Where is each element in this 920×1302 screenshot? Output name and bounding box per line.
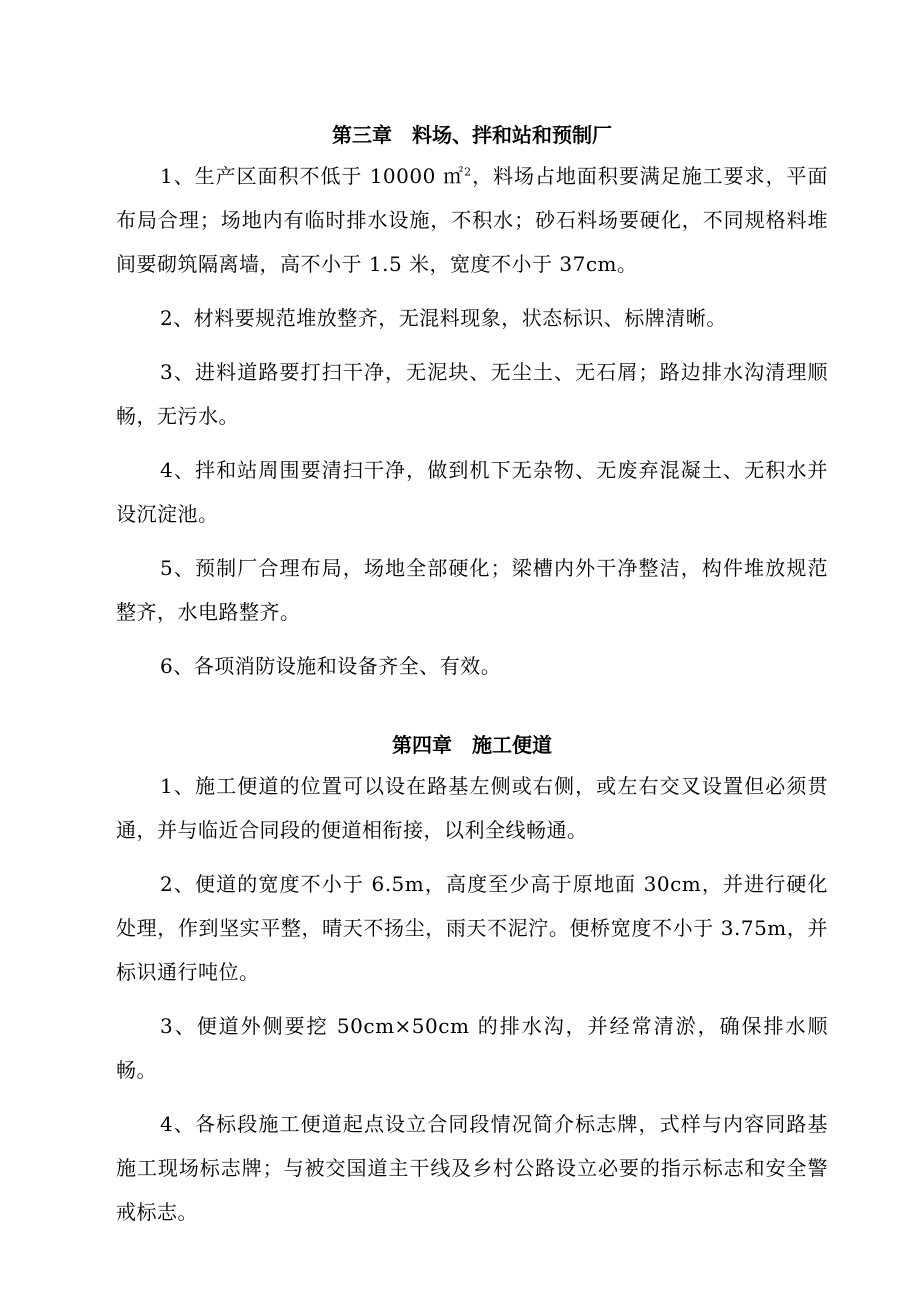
chapter-3-item-4: 4、拌和站周围要清扫干净，做到机下无杂物、无废弃混凝土、无积水并设沉淀池。 — [116, 458, 828, 526]
chapter-3-item-3: 3、进料道路要打扫干净，无泥块、无尘土、无石屑；路边排水沟清理顺畅，无污水。 — [116, 360, 828, 428]
chapter-3-item-2: 2、材料要规范堆放整齐，无混料现象，状态标识、标牌清晰。 — [160, 306, 727, 330]
chapter-4-item-1: 1、施工便道的位置可以设在路基左侧或右侧，或左右交叉设置但必须贯通，并与临近合同段的便道相衔接，以利全线畅通。 — [116, 774, 828, 842]
document-page — [116, 118, 828, 1244]
chapter-3-item-5: 5、预制厂合理布局，场地全部硬化；梁槽内外干净整洁，构件堆放规范整齐，水电路整齐。 — [116, 556, 828, 624]
chapter-4-item-3: 3、便道外侧要挖 50cm×50cm 的排水沟，并经常清淤，确保排水顺畅。 — [116, 1014, 828, 1082]
chapter-3-item-6: 6、各项消防设施和设备齐全、有效。 — [160, 654, 502, 678]
chapter-3-item-1 — [116, 154, 828, 286]
item-1-text-end: ，料场占地面积要满足施工要求，平面布局合理；场地内有临时排水设施，不积水；砂石料场要硬化，不同规格料堆间要砌筑隔离墙，高不小于 1.5 米，宽度不小于 37cm。 — [116, 164, 829, 276]
superscript: 2 — [464, 165, 472, 179]
item-1-text-start: 1、生产区面积不低于 10000 ㎡ — [160, 164, 465, 188]
chapter-4-item-4: 4、各标段施工便道起点设立合同段情况简介标志牌，式样与内容同路基施工现场标志牌；与被交国道主干线及乡村公路设立必要的指示标志和安全警戒标志。 — [116, 1112, 828, 1224]
chapter-3-title: 第三章 料场、拌和站和预制厂 — [332, 123, 612, 147]
chapter-4-title: 第四章 施工便道 — [392, 733, 552, 757]
chapter-4-item-2: 2、便道的宽度不小于 6.5m，高度至少高于原地面 30cm，并进行硬化处理，作到坚实平整，晴天不扬尘，雨天不泥泞。便桥宽度不小于 3.75m，并标识通行吨位。 — [116, 872, 828, 984]
